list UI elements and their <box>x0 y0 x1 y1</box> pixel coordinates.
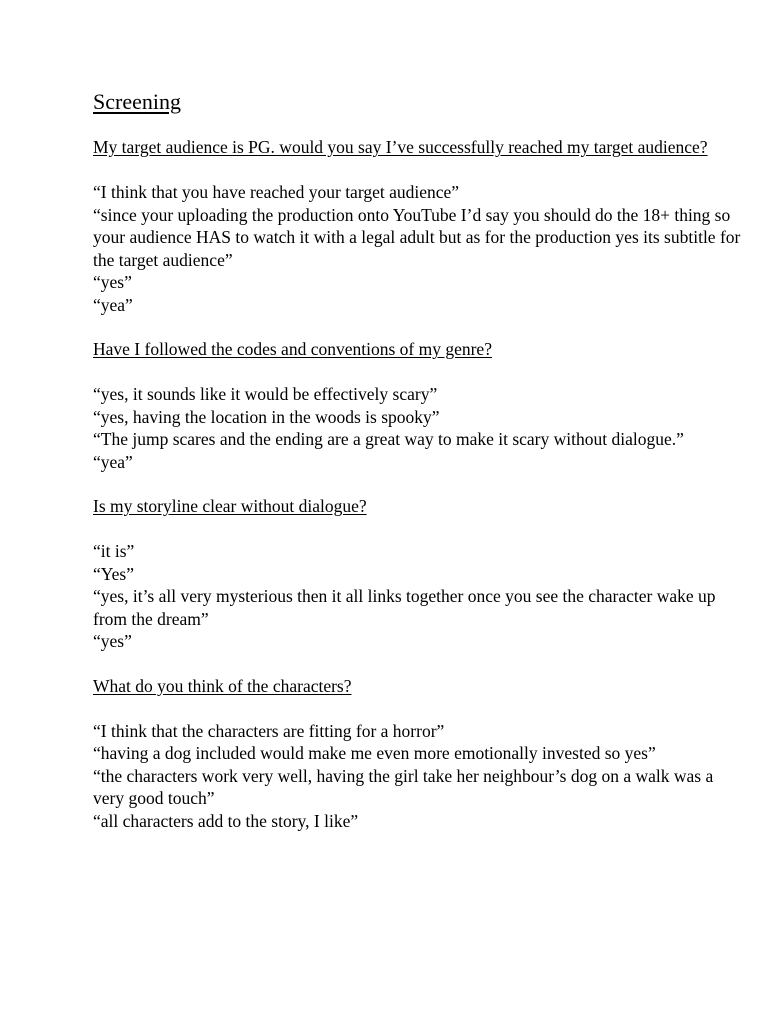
answer-list <box>93 540 743 653</box>
answer-text: “I think that you have reached your target audience” <box>93 182 460 202</box>
answer-list <box>93 720 743 833</box>
answer-text: “yes, it sounds like it would be effectively scary” <box>93 384 438 404</box>
answer-text: “yes, it’s all very mysterious then it all links together once you see the character wake up from the dream” <box>93 586 716 629</box>
answer-text: “yes, having the location in the woods is spooky” <box>93 406 440 427</box>
answer-text: “since your uploading the production onto YouTube I’d say you should do the 18+ thing so your audience HAS to watch it with a legal adult but as for the production yes its subtitle for the target audience” <box>93 204 741 270</box>
section-question: Have I followed the codes and conventions of my genre? <box>93 339 492 359</box>
document-title: Screening <box>93 89 181 114</box>
document-page <box>93 88 743 854</box>
answer-text: “having a dog included would make me even more emotionally invested so yes” <box>93 743 656 763</box>
section-characters <box>93 675 743 833</box>
answer-text: “all characters add to the story, I like” <box>93 810 359 831</box>
answer-list <box>93 383 743 473</box>
section-question: What do you think of the characters? <box>93 675 352 696</box>
answer-text: “The jump scares and the ending are a great way to make it scary without dialogue.” <box>93 429 684 449</box>
answer-text: “I think that the characters are fitting for a horror” <box>93 720 445 741</box>
section-question: My target audience is PG. would you say I’ve successfully reached my target audience? <box>93 137 708 157</box>
answer-text: “Yes” <box>93 563 134 584</box>
section-question: Is my storyline clear without dialogue? <box>93 496 367 516</box>
answer-list <box>93 181 743 316</box>
answer-text: “yes” <box>93 631 132 651</box>
answer-text: “yea” <box>93 294 133 315</box>
answer-text: “the characters work very well, having the girl take her neighbour’s dog on a walk was a very good touch” <box>93 765 714 808</box>
answer-text: “yes” <box>93 272 132 292</box>
section-codes-conventions <box>93 338 743 473</box>
answer-text: “yea” <box>93 451 133 472</box>
answer-text: “it is” <box>93 541 135 561</box>
section-target-audience <box>93 136 743 316</box>
section-storyline <box>93 495 743 653</box>
